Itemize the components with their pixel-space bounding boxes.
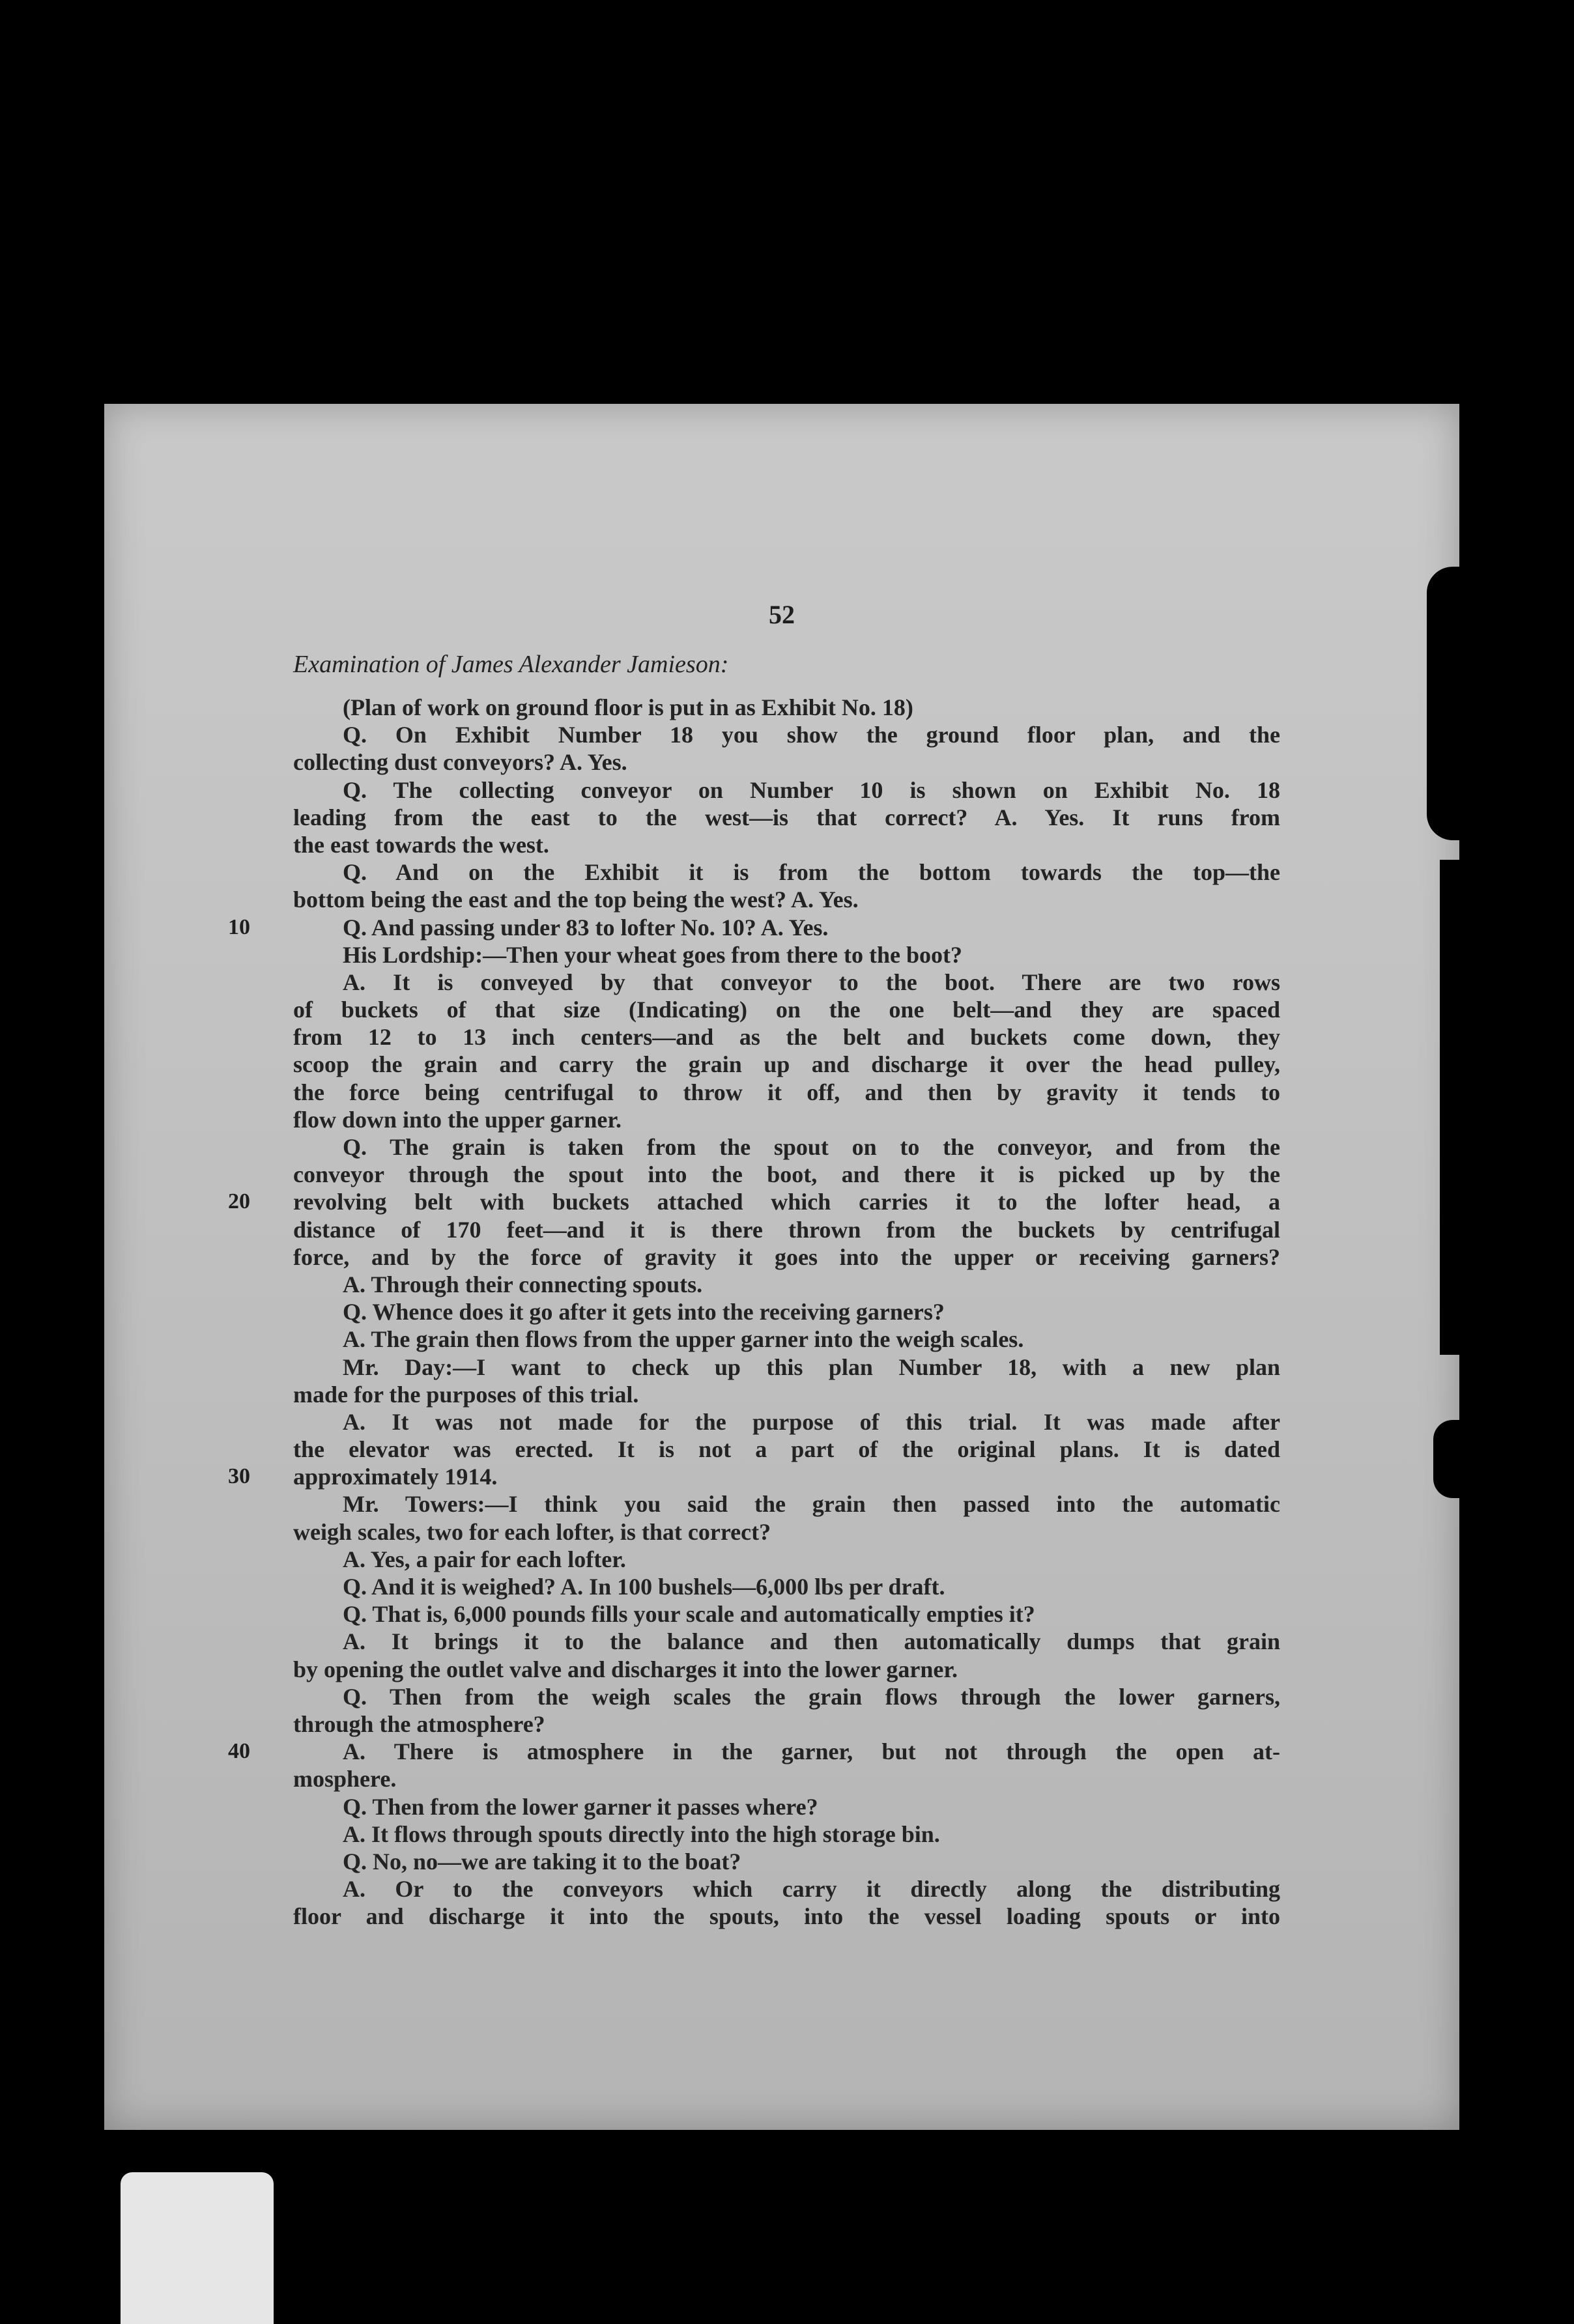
torn-edge [1433, 1420, 1459, 1498]
text-line-content: Mr. Towers:—I think you said the grain then passed into the automatic [343, 1491, 1280, 1518]
text-line [293, 1656, 1280, 1683]
text-line [293, 804, 1280, 831]
text-line-content: A. Through their connecting spouts. [343, 1271, 703, 1297]
line-number: 20 [228, 1189, 250, 1214]
text-line [293, 1600, 1280, 1628]
text-line-content: floor and discharge it into the spouts, into the vessel loading spouts or into [293, 1903, 1280, 1930]
text-line-content: Q. Then from the weigh scales the grain flows through the lower garners, [343, 1683, 1280, 1710]
text-line [293, 1573, 1280, 1600]
text-line [293, 1023, 1280, 1051]
text-line-content: A. There is atmosphere in the garner, but not through the open at- [343, 1738, 1280, 1765]
text-line [293, 831, 1280, 858]
text-line [293, 858, 1280, 886]
text-line [293, 1325, 1280, 1353]
text-line-content: revolving belt with buckets attached which carries it to the lofter head, a [293, 1189, 1280, 1215]
text-line [228, 914, 1280, 941]
text-line [293, 1051, 1280, 1078]
text-line-content: from 12 to 13 inch centers—and as the belt and buckets come down, they [293, 1024, 1280, 1051]
text-line-content: conveyor through the spout into the boot, and there it is picked up by the [293, 1161, 1280, 1188]
text-line [293, 1216, 1280, 1243]
text-line-content: A. It was not made for the purpose of this trial. It was made after [343, 1408, 1280, 1435]
testimony-text [228, 694, 1280, 1930]
text-line [293, 1436, 1280, 1463]
text-line [293, 1243, 1280, 1271]
text-line-content: Q. And on the Exhibit it is from the bottom towards the top—the [343, 859, 1280, 886]
page-number: 52 [769, 600, 795, 629]
document-page [104, 404, 1459, 2130]
line-number: 10 [228, 914, 250, 939]
text-line [293, 1133, 1280, 1161]
text-line-content: Q. On Exhibit Number 18 you show the ground floor plan, and the [343, 722, 1280, 748]
text-line [293, 1875, 1280, 1903]
text-line [293, 748, 1280, 776]
text-line [293, 1353, 1280, 1381]
text-line-content: His Lordship:—Then your wheat goes from there to the boot? [343, 941, 963, 968]
text-line-content: distance of 170 feet—and it is there thrown from the buckets by centrifugal [293, 1216, 1280, 1243]
text-line-content: Q. That is, 6,000 pounds fills your scale and automatically empties it? [343, 1601, 1035, 1628]
text-line [293, 1628, 1280, 1655]
line-number: 30 [228, 1464, 250, 1489]
text-line-content: scoop the grain and carry the grain up and discharge it over the head pulley, [293, 1051, 1280, 1078]
text-line [228, 1188, 1280, 1215]
text-line [293, 1271, 1280, 1298]
examination-heading: Examination of James Alexander Jamieson: [293, 651, 729, 678]
text-line [293, 1848, 1280, 1875]
text-line [293, 1161, 1280, 1188]
text-line-content: A. Or to the conveyors which carry it directly along the distributing [343, 1876, 1280, 1903]
text-line [293, 721, 1280, 748]
text-line-content: leading from the east to the west—is that correct? A. Yes. It runs from [293, 804, 1280, 830]
text-line [293, 1710, 1280, 1738]
text-line [293, 1490, 1280, 1518]
text-line [293, 1079, 1280, 1106]
text-line [228, 1738, 1280, 1765]
text-line [293, 1793, 1280, 1821]
text-line [293, 694, 1280, 721]
text-line [293, 969, 1280, 996]
text-line [293, 1546, 1280, 1573]
torn-edge [1427, 567, 1459, 840]
text-line [293, 941, 1280, 969]
text-line-content: A. It brings it to the balance and then automatically dumps that grain [343, 1628, 1280, 1655]
text-line [293, 996, 1280, 1023]
text-line [293, 776, 1280, 804]
text-line-content: bottom being the east and the top being the west? A. Yes. [293, 886, 859, 913]
text-line [293, 1106, 1280, 1133]
text-line [228, 1463, 1280, 1490]
text-line-content: Q. The collecting conveyor on Number 10 is shown on Exhibit No. 18 [343, 776, 1280, 803]
text-line [293, 1903, 1280, 1930]
text-line [293, 1298, 1280, 1325]
torn-edge [1440, 860, 1459, 1355]
text-line-content: Mr. Day:—I want to check up this plan Number 18, with a new plan [343, 1353, 1280, 1380]
text-line-content: approximately 1914. [293, 1464, 498, 1490]
text-line-content: the force being centrifugal to throw it off, and then by gravity it tends to [293, 1079, 1280, 1105]
text-line-content: flow down into the upper garner. [293, 1106, 622, 1133]
text-line [293, 1408, 1280, 1436]
text-line-content: by opening the outlet valve and discharges it into the lower garner. [293, 1656, 958, 1682]
text-line-content: mosphere. [293, 1766, 397, 1793]
text-line-content: A. It flows through spouts directly into the high storage bin. [343, 1821, 940, 1847]
text-line-content: Q. The grain is taken from the spout on to the conveyor, and from the [343, 1134, 1280, 1160]
text-line-content: weigh scales, two for each lofter, is that correct? [293, 1518, 771, 1545]
text-line [293, 886, 1280, 913]
text-line-content: A. Yes, a pair for each lofter. [343, 1546, 626, 1572]
text-line-content: Q. And passing under 83 to lofter No. 10? A. Yes. [343, 914, 829, 941]
text-line-content: of buckets of that size (Indicating) on the one belt—and they are spaced [293, 997, 1280, 1023]
text-line-content: through the atmosphere? [293, 1710, 545, 1737]
text-line-content: Q. Then from the lower garner it passes where? [343, 1793, 818, 1820]
next-page-stub [121, 2172, 274, 2324]
text-line [293, 1765, 1280, 1793]
text-line-content: A. The grain then flows from the upper garner into the weigh scales. [343, 1326, 1024, 1353]
text-line-content: Q. Whence does it go after it gets into the receiving garners? [343, 1299, 945, 1325]
text-line [293, 1518, 1280, 1546]
text-line [293, 1821, 1280, 1848]
text-line-content: collecting dust conveyors? A. Yes. [293, 749, 627, 776]
text-line-content: force, and by the force of gravity it goes into the upper or receiving garners? [293, 1243, 1280, 1270]
text-line-content: Q. And it is weighed? A. In 100 bushels—6,000 lbs per draft. [343, 1574, 945, 1600]
text-line-content: the east towards the west. [293, 831, 549, 858]
text-line-content: (Plan of work on ground floor is put in as Exhibit No. 18) [343, 694, 913, 720]
text-line-content: Q. No, no—we are taking it to the boat? [343, 1848, 741, 1875]
line-number: 40 [228, 1739, 250, 1764]
text-line-content: A. It is conveyed by that conveyor to the boot. There are two rows [343, 969, 1280, 995]
text-line [293, 1381, 1280, 1408]
text-line-content: made for the purposes of this trial. [293, 1381, 639, 1408]
text-line [293, 1683, 1280, 1710]
text-line-content: the elevator was erected. It is not a part of the original plans. It is dated [293, 1436, 1280, 1463]
